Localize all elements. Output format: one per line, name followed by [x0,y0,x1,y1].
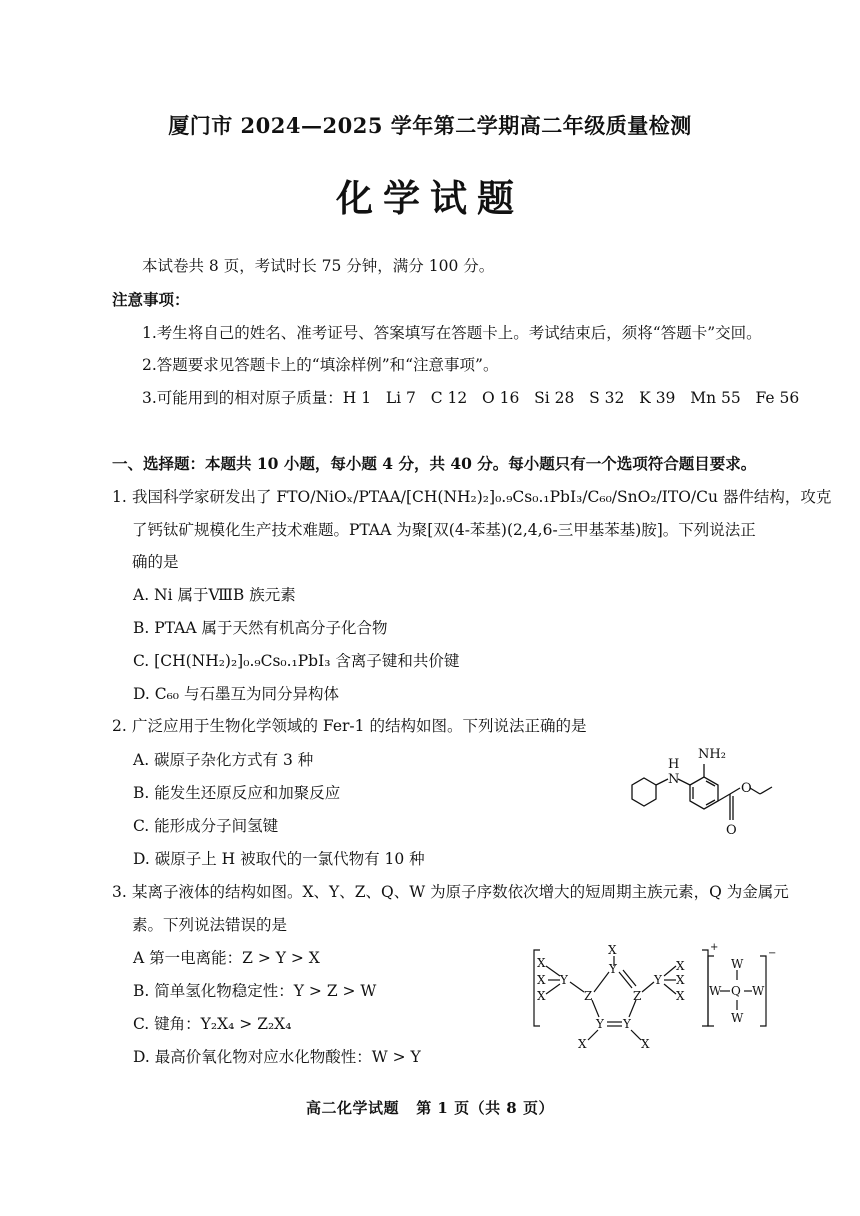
w-atom: W [731,1011,744,1025]
stem-text: 我国科学家研发出了 FTO/NiOₓ/PTAA/[CH(NH₂)₂]₀.₉Cs₀.₁PbI₃/C₆₀/SnO₂/ITO/Cu 器件结构，攻克 [132,488,832,506]
option-d: D. C₆₀ 与石墨互为同分异构体 [133,685,339,703]
option-a: A. 碳原子杂化方式有 3 种 [133,751,314,769]
option-a: A. Ni 属于ⅧB 族元素 [133,586,296,604]
x-atom: X [641,1037,650,1050]
y-atom: Y [596,1017,604,1031]
question-2-stem-line-1 [112,714,586,736]
x-atom: X [676,989,685,1003]
x-atom: X [537,989,546,1003]
option-a: A 第一电离能：Z > Y > X [133,949,320,967]
option-c: C. [CH(NH₂)₂]₀.₉Cs₀.₁PbI₃ 含离子键和共价键 [133,652,460,670]
subject-title: 化学试题 [336,176,524,220]
option-c: C. 键角：Y₂X₄ > Z₂X₄ [133,1015,292,1033]
q-atom: Q [731,984,741,998]
x-atom: X [676,959,685,973]
y-atom: Y [560,973,568,987]
stem-text: 某离子液体的结构如图。X、Y、Z、Q、W 为原子序数依次增大的短周期主族元素，Q 为金属元 [132,883,789,901]
option-d: D. 最高价氧化物对应水化物酸性：W > Y [133,1048,421,1066]
x-atom: X [608,943,617,957]
page-footer: 高二化学试题 第 1 页（共 8 页） [306,1099,554,1117]
w-atom: W [731,957,744,971]
question-1-stem-line-3: 确的是 [132,553,179,571]
option-b: B. 简单氢化物稳定性：Y > Z > W [133,982,377,1000]
section-heading: 一、选择题：本题共 10 小题，每小题 4 分，共 40 分。每小题只有一个选项符合题目要求。 [112,454,757,473]
n-label: N [668,772,680,787]
y-atom: Y [609,962,617,976]
w-atom: W [752,984,765,998]
anion-charge: − [768,948,777,959]
z-atom: Z [584,989,593,1003]
y-atom: Y [654,973,662,987]
x-atom: X [676,973,685,987]
notice-item: 2.答题要求见答题卡上的“填涂样例”和“注意事项”。 [142,356,499,374]
carbonyl-o-label: O [726,823,737,838]
option-c: C. 能形成分子间氢键 [133,817,279,835]
h-label: H [668,757,680,772]
question-3-stem-line-2: 素。下列说法错误的是 [132,916,288,934]
notice-heading: 注意事项： [112,290,190,309]
x-atom: X [537,973,546,987]
cation-charge: + [710,942,719,953]
ester-o-label: O [741,781,752,796]
ionic-liquid-structure-diagram [528,940,778,1050]
question-1-stem-line-2: 了钙钛矿规模化生产技术难题。PTAA 为聚[双(4-苯基)(2,4,6-三甲基苯基)胺]。下列说法正 [132,521,756,539]
stem-text: 广泛应用于生物化学领域的 Fer-1 的结构如图。下列说法正确的是 [132,717,587,735]
nh2-label: NH₂ [698,747,726,762]
question-number: 1. [112,488,127,506]
w-atom: W [709,984,722,998]
notice-item: 1.考生将自己的姓名、准考证号、答案填写在答题卡上。考试结束后，须将“答题卡”交回。 [142,324,762,342]
question-number: 3. [112,883,127,901]
y-atom: Y [623,1017,631,1031]
question-3-stem-line-1 [112,880,789,902]
x-atom: X [537,956,546,970]
exam-title: 厦门市 2024—2025 学年第二学期高二年级质量检测 [168,113,692,138]
x-atom: X [578,1037,587,1050]
exam-intro: 本试卷共 8 页，考试时长 75 分钟，满分 100 分。 [142,257,495,275]
question-number: 2. [112,717,127,735]
fer1-structure-diagram [618,742,790,842]
z-atom: Z [633,989,642,1003]
option-b: B. 能发生还原反应和加聚反应 [133,784,341,802]
notice-item: 3.可能用到的相对原子质量：H 1 Li 7 C 12 O 16 Si 28 S 32 K 39 Mn 55 Fe 56 [142,389,800,407]
question-1-stem-line-1 [112,485,831,507]
option-b: B. PTAA 属于天然有机高分子化合物 [133,619,388,637]
option-d: D. 碳原子上 H 被取代的一氯代物有 10 种 [133,850,425,868]
